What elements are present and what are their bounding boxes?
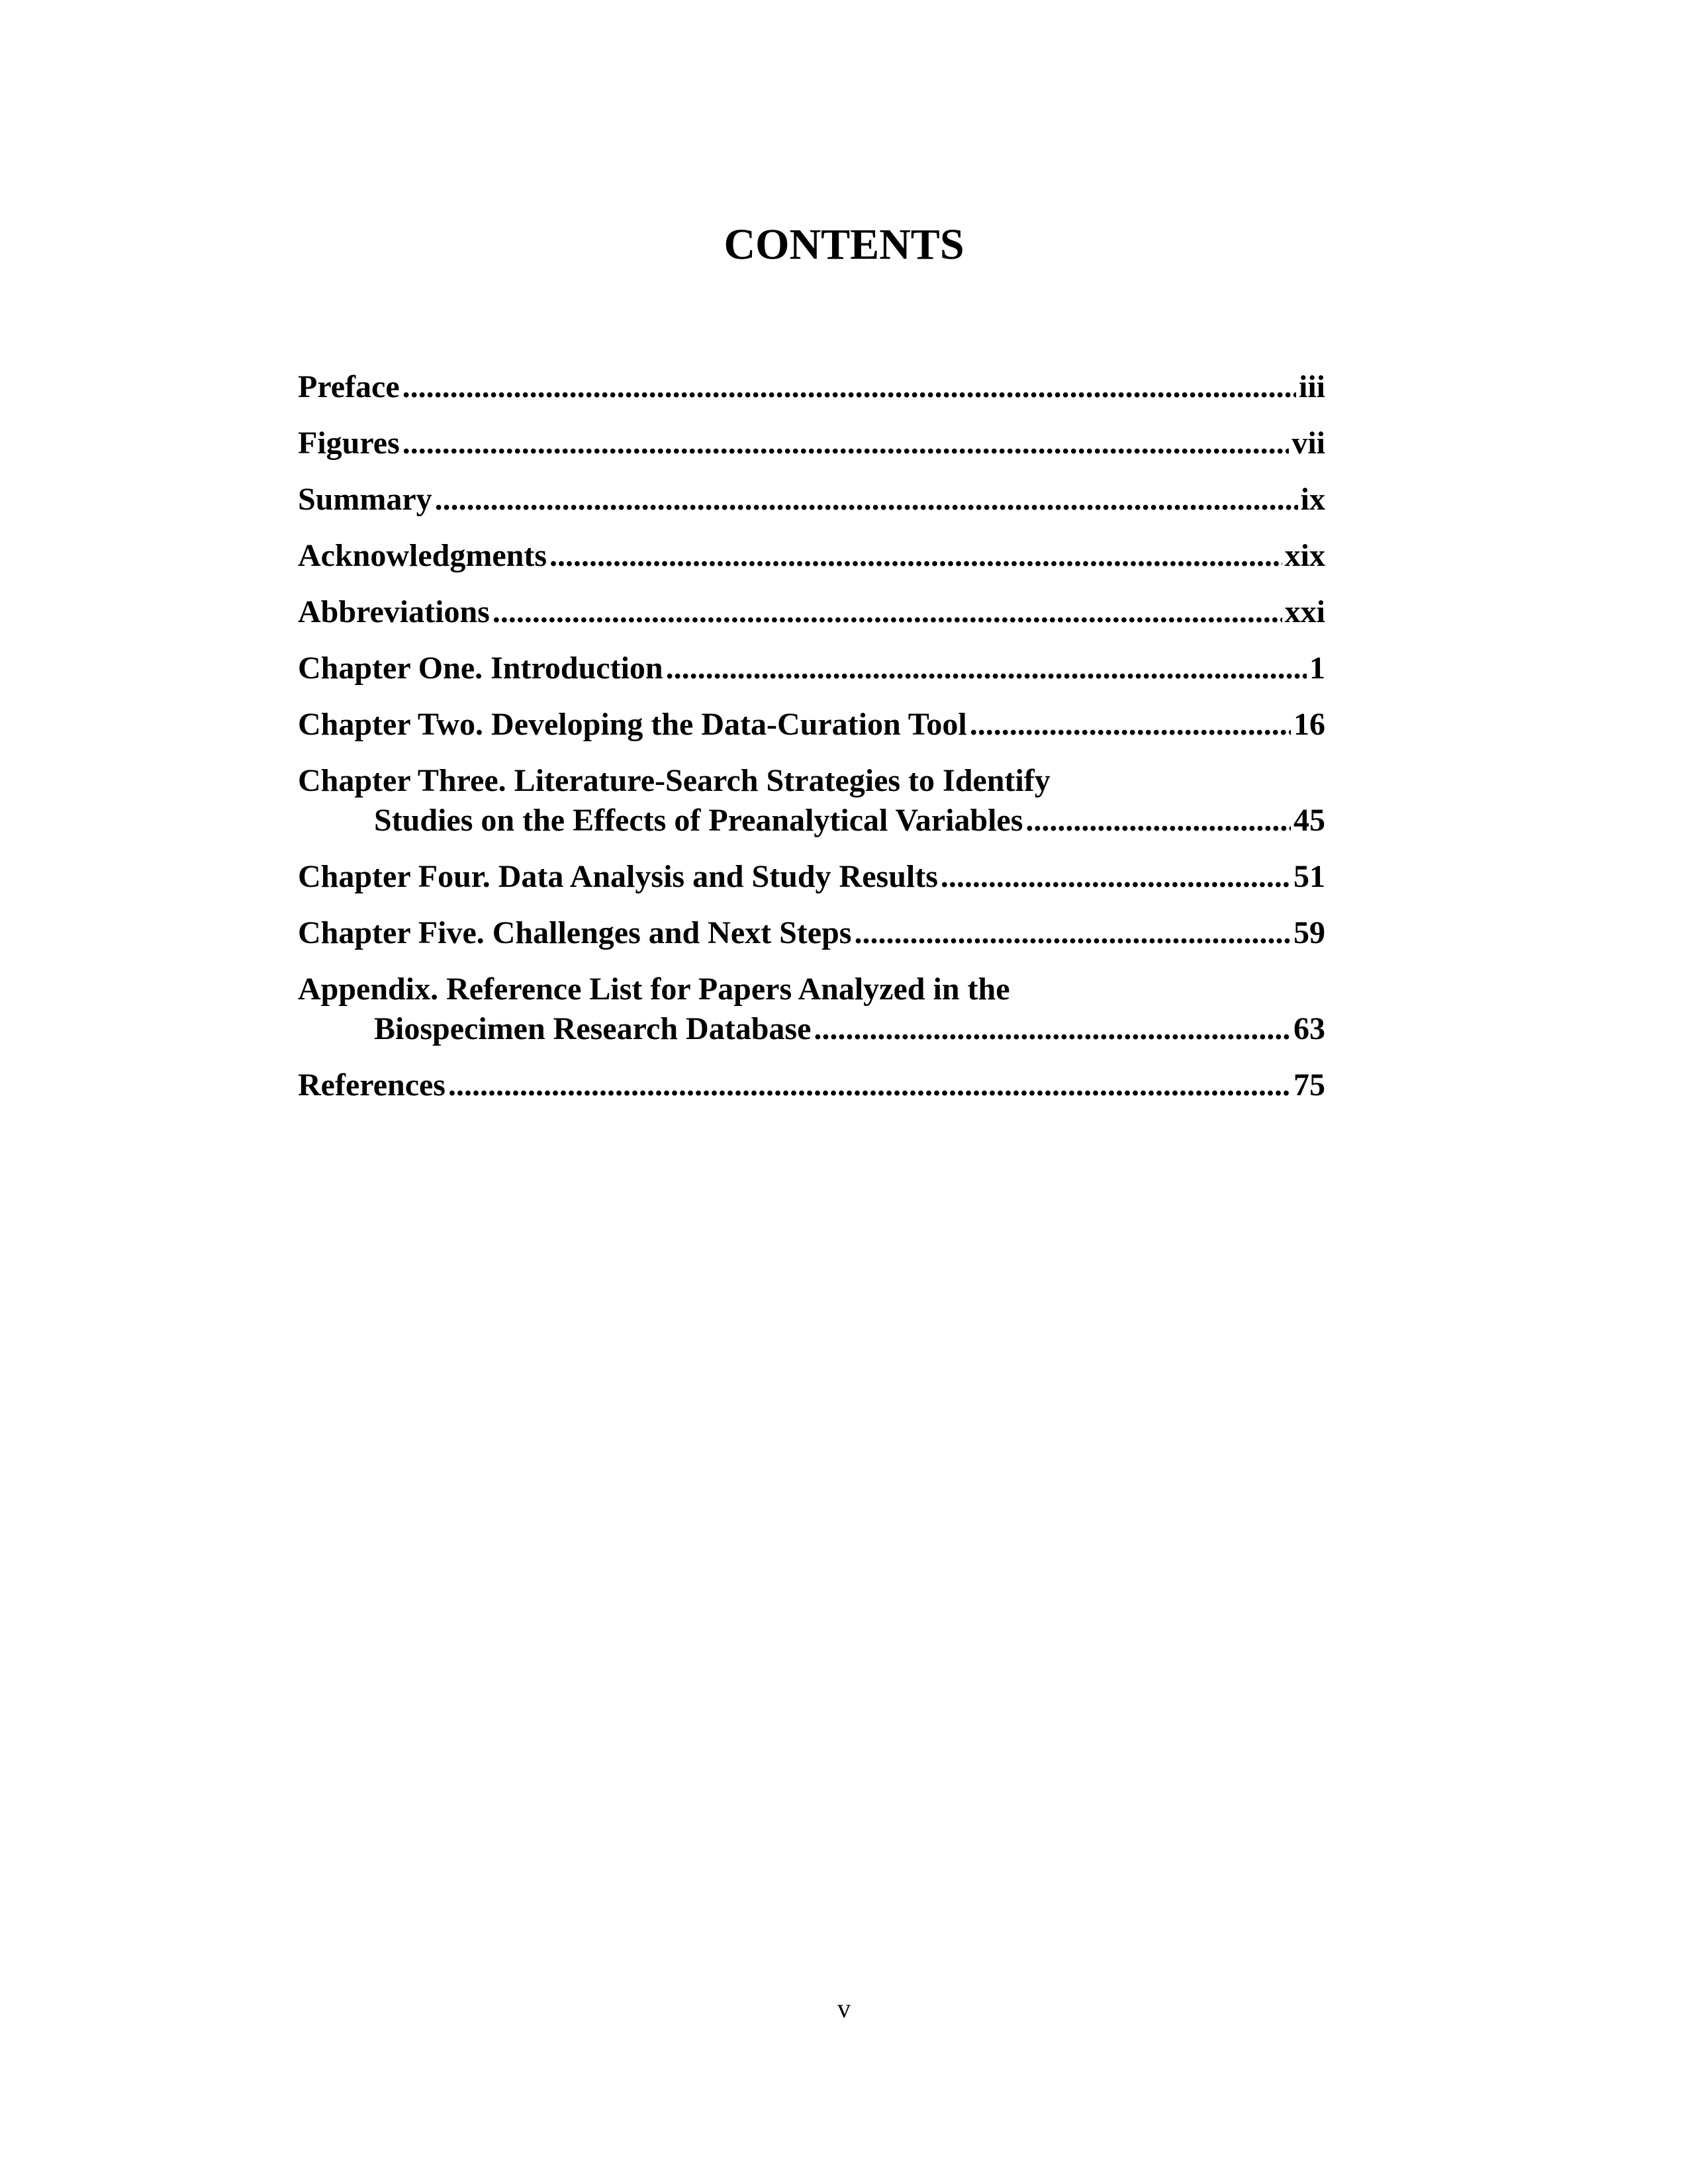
- toc-entry-references[interactable]: [298, 1066, 1325, 1105]
- toc-entry-label: Abbreviations: [298, 594, 490, 629]
- toc-entry-page: iii: [1298, 369, 1325, 404]
- toc-entry-chapter-five[interactable]: [298, 913, 1325, 953]
- toc-entry-label: Acknowledgments: [298, 538, 547, 573]
- toc-entry-label: References: [298, 1068, 445, 1103]
- toc-entry-page: 59: [1293, 915, 1325, 950]
- toc-entry-acknowledgments[interactable]: [298, 536, 1325, 576]
- toc-entry-chapter-two[interactable]: [298, 705, 1325, 745]
- toc-entry-page: 75: [1293, 1068, 1325, 1103]
- toc-entry-summary[interactable]: [298, 480, 1325, 520]
- dot-leader: [435, 480, 1298, 520]
- dot-leader: [814, 1009, 1291, 1049]
- toc-entry-label: Chapter Two. Developing the Data-Curation Tool: [298, 707, 967, 742]
- toc-entry-label: Appendix. Reference List for Papers Analyzed in the: [298, 972, 1010, 1007]
- toc-entry-page: 1: [1309, 651, 1325, 686]
- toc-entry-label-continued: Biospecimen Research Database: [374, 1011, 812, 1046]
- toc-entry-label: Summary: [298, 482, 432, 517]
- toc-entry-label: Chapter Four. Data Analysis and Study Results: [298, 859, 938, 894]
- toc-entry-label: Chapter Three. Literature-Search Strategies to Identify: [298, 763, 1051, 798]
- toc-entry-figures[interactable]: [298, 424, 1325, 463]
- dot-leader: [402, 424, 1289, 463]
- toc-entry-page: xix: [1284, 538, 1325, 573]
- toc-entry-page: 51: [1293, 859, 1325, 894]
- dot-leader: [549, 536, 1282, 576]
- dot-leader: [854, 913, 1291, 953]
- dot-leader: [492, 592, 1282, 632]
- page-title: CONTENTS: [724, 220, 964, 269]
- page-number: v: [837, 1993, 851, 2023]
- toc-entry-chapter-three[interactable]: [298, 761, 1325, 841]
- table-of-contents: [298, 367, 1325, 1122]
- dot-leader: [941, 857, 1291, 897]
- dot-leader: [448, 1066, 1291, 1105]
- toc-entry-label: Preface: [298, 369, 400, 404]
- toc-entry-label: Chapter One. Introduction: [298, 651, 663, 686]
- toc-entry-preface[interactable]: [298, 367, 1325, 407]
- dot-leader: [1025, 801, 1291, 841]
- toc-entry-label: Chapter Five. Challenges and Next Steps: [298, 915, 852, 950]
- toc-entry-abbreviations[interactable]: [298, 592, 1325, 632]
- toc-entry-page: 45: [1293, 803, 1325, 838]
- toc-entry-page: 63: [1293, 1011, 1325, 1046]
- toc-entry-chapter-one[interactable]: [298, 649, 1325, 688]
- toc-entry-page: ix: [1300, 482, 1325, 517]
- dot-leader: [666, 649, 1307, 688]
- toc-entry-label-continued: Studies on the Effects of Preanalytical Variables: [374, 803, 1023, 838]
- toc-entry-page: vii: [1291, 426, 1325, 461]
- dot-leader: [402, 367, 1296, 407]
- dot-leader: [970, 705, 1291, 745]
- toc-entry-appendix[interactable]: [298, 970, 1325, 1049]
- toc-entry-chapter-four[interactable]: [298, 857, 1325, 897]
- toc-entry-page: xxi: [1284, 594, 1325, 629]
- toc-entry-page: 16: [1293, 707, 1325, 742]
- toc-entry-label: Figures: [298, 426, 400, 461]
